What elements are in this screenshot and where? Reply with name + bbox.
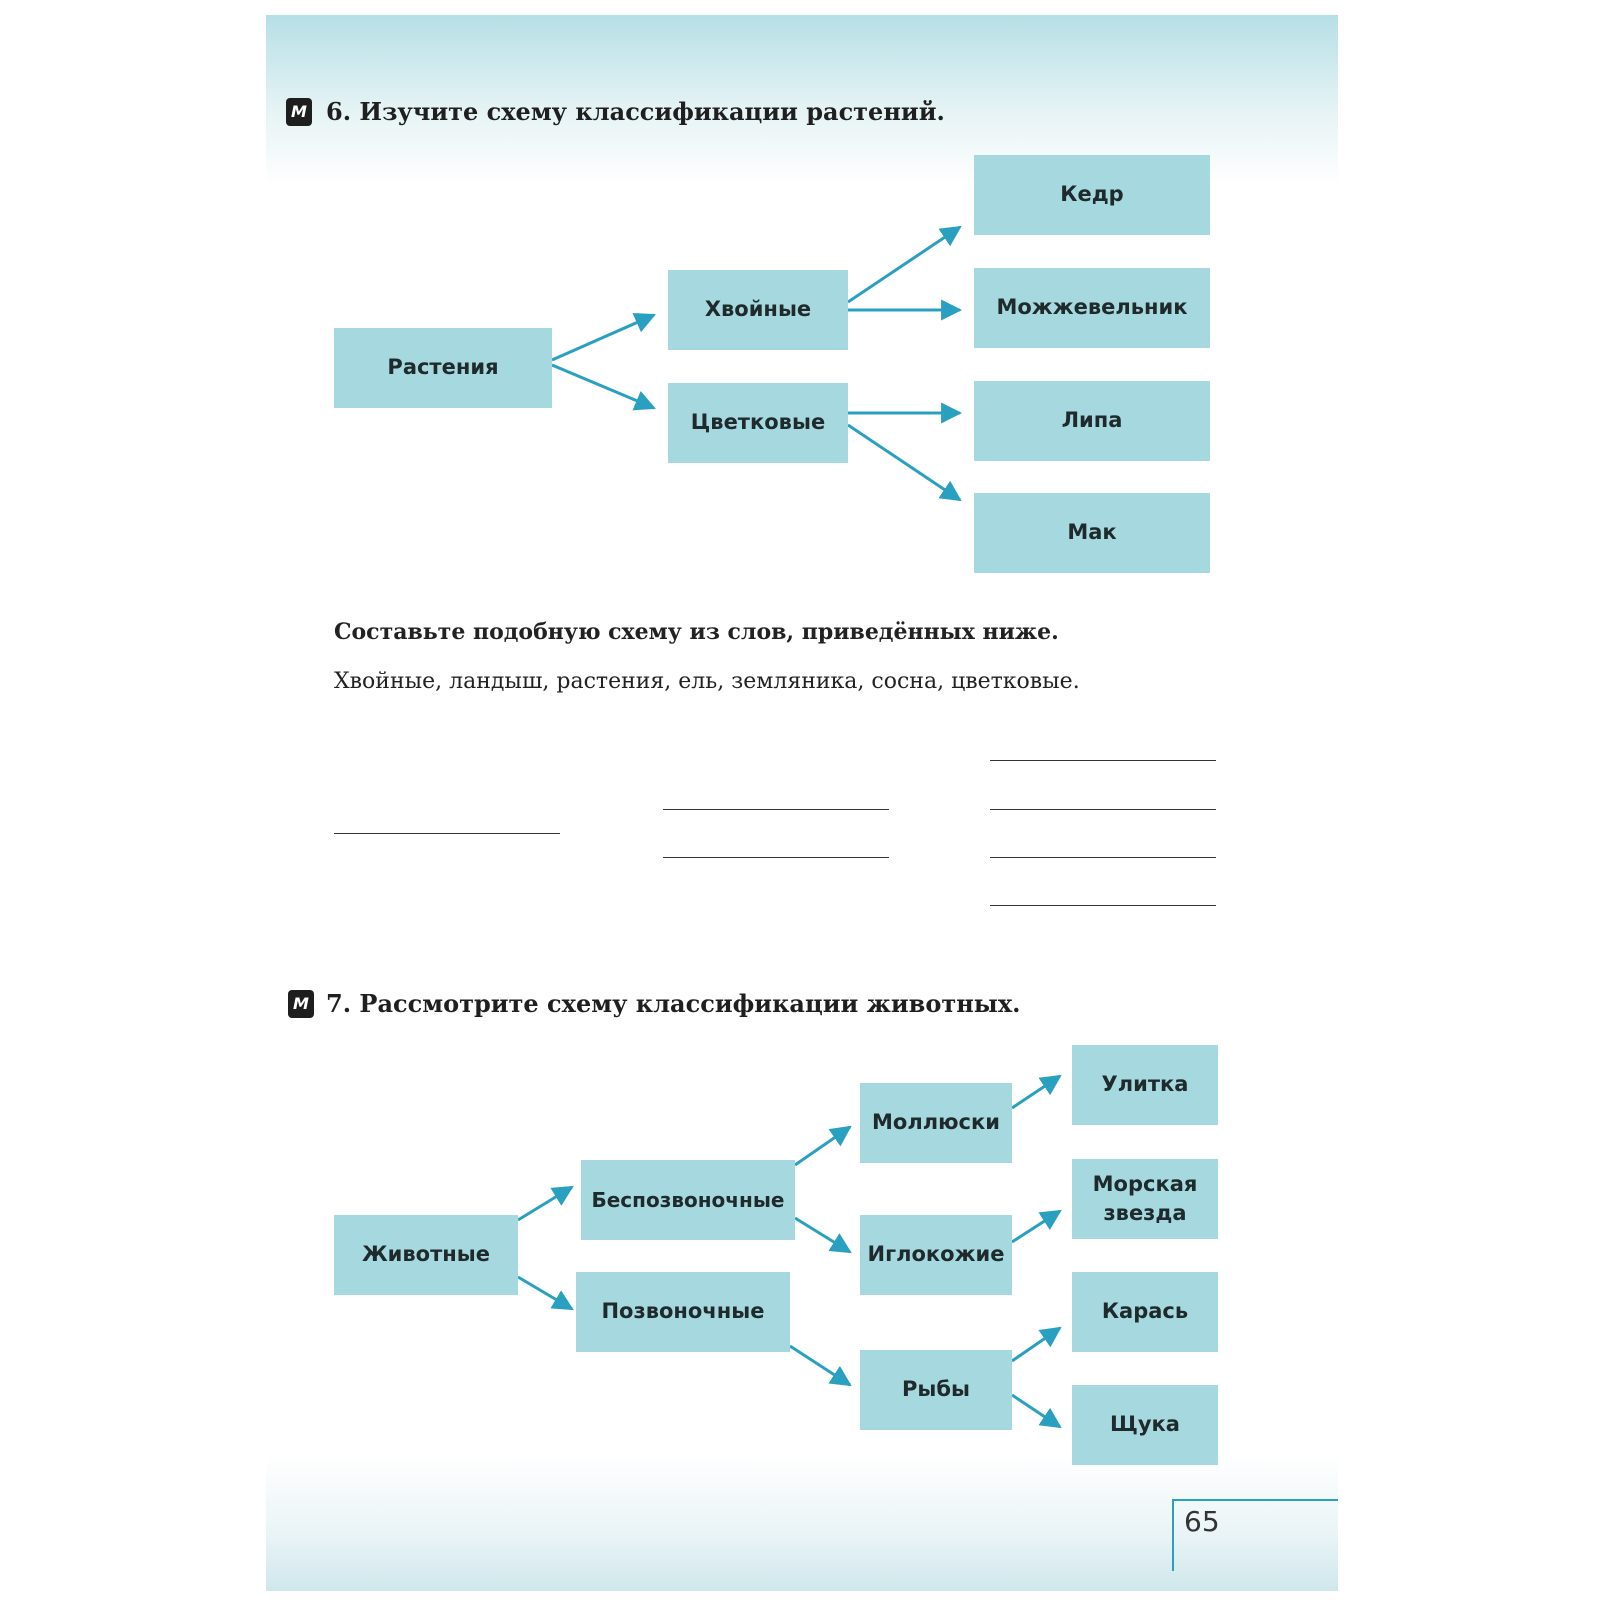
arrow-icon (795, 1218, 850, 1252)
diagram-root-animals: Животные (334, 1215, 518, 1295)
answer-line-group-1[interactable] (663, 809, 889, 810)
m-badge-icon: М (286, 98, 312, 126)
diagram-group-invertebrates: Беспозвоночные (581, 1160, 795, 1240)
arrow-icon (1012, 1076, 1060, 1108)
arrow-icon (518, 1277, 572, 1309)
answer-line-leaf-3[interactable] (990, 857, 1216, 858)
arrow-icon (795, 1127, 850, 1165)
arrow-icon (790, 1346, 850, 1385)
task6-instruction: Составьте подобную схему из слов, приведённых ниже. (334, 619, 1059, 645)
answer-line-leaf-1[interactable] (990, 760, 1216, 761)
diagram-leaf-pike: Щука (1072, 1385, 1218, 1465)
task6-title: 6. Изучите схему классификации растений. (326, 97, 945, 126)
diagram-root-plants: Растения (334, 328, 552, 408)
arrow-icon (848, 227, 960, 302)
arrow-icon (848, 425, 960, 500)
task6-word-list: Хвойные, ландыш, растения, ель, земляника, сосна, цветковые. (334, 669, 1080, 694)
diagram-leaf-poppy: Мак (974, 493, 1210, 573)
diagram-leaf-starfish: Морская звезда (1072, 1159, 1218, 1239)
diagram-leaf-linden: Липа (974, 381, 1210, 461)
diagram-subgroup-echinoderms: Иглокожие (860, 1215, 1012, 1295)
answer-line-leaf-4[interactable] (990, 905, 1216, 906)
diagram-group-vertebrates: Позвоночные (576, 1272, 790, 1352)
answer-line-leaf-2[interactable] (990, 809, 1216, 810)
arrow-icon (1012, 1211, 1060, 1242)
diagram-leaf-cedar: Кедр (974, 155, 1210, 235)
m-badge-icon: М (288, 990, 314, 1018)
diagram-leaf-snail: Улитка (1072, 1045, 1218, 1125)
diagram-group-flowering: Цветковые (668, 383, 848, 463)
task6-arrows (266, 15, 1338, 1591)
diagram-group-conifers: Хвойные (668, 270, 848, 350)
diagram-subgroup-fish: Рыбы (860, 1350, 1012, 1430)
task7-title: 7. Рассмотрите схему классификации животных. (326, 989, 1021, 1018)
diagram-leaf-juniper: Можжевельник (974, 268, 1210, 348)
arrow-icon (552, 365, 654, 408)
answer-line-group-2[interactable] (663, 857, 889, 858)
arrow-icon (552, 315, 654, 360)
workbook-page (266, 15, 1338, 1591)
diagram-leaf-crucian: Карась (1072, 1272, 1218, 1352)
arrow-icon (1012, 1395, 1060, 1427)
answer-line-root[interactable] (334, 833, 560, 834)
arrow-icon (1012, 1328, 1060, 1361)
arrow-icon (518, 1187, 572, 1220)
diagram-subgroup-molluscs: Моллюски (860, 1083, 1012, 1163)
page-number: 65 (1184, 1505, 1220, 1538)
